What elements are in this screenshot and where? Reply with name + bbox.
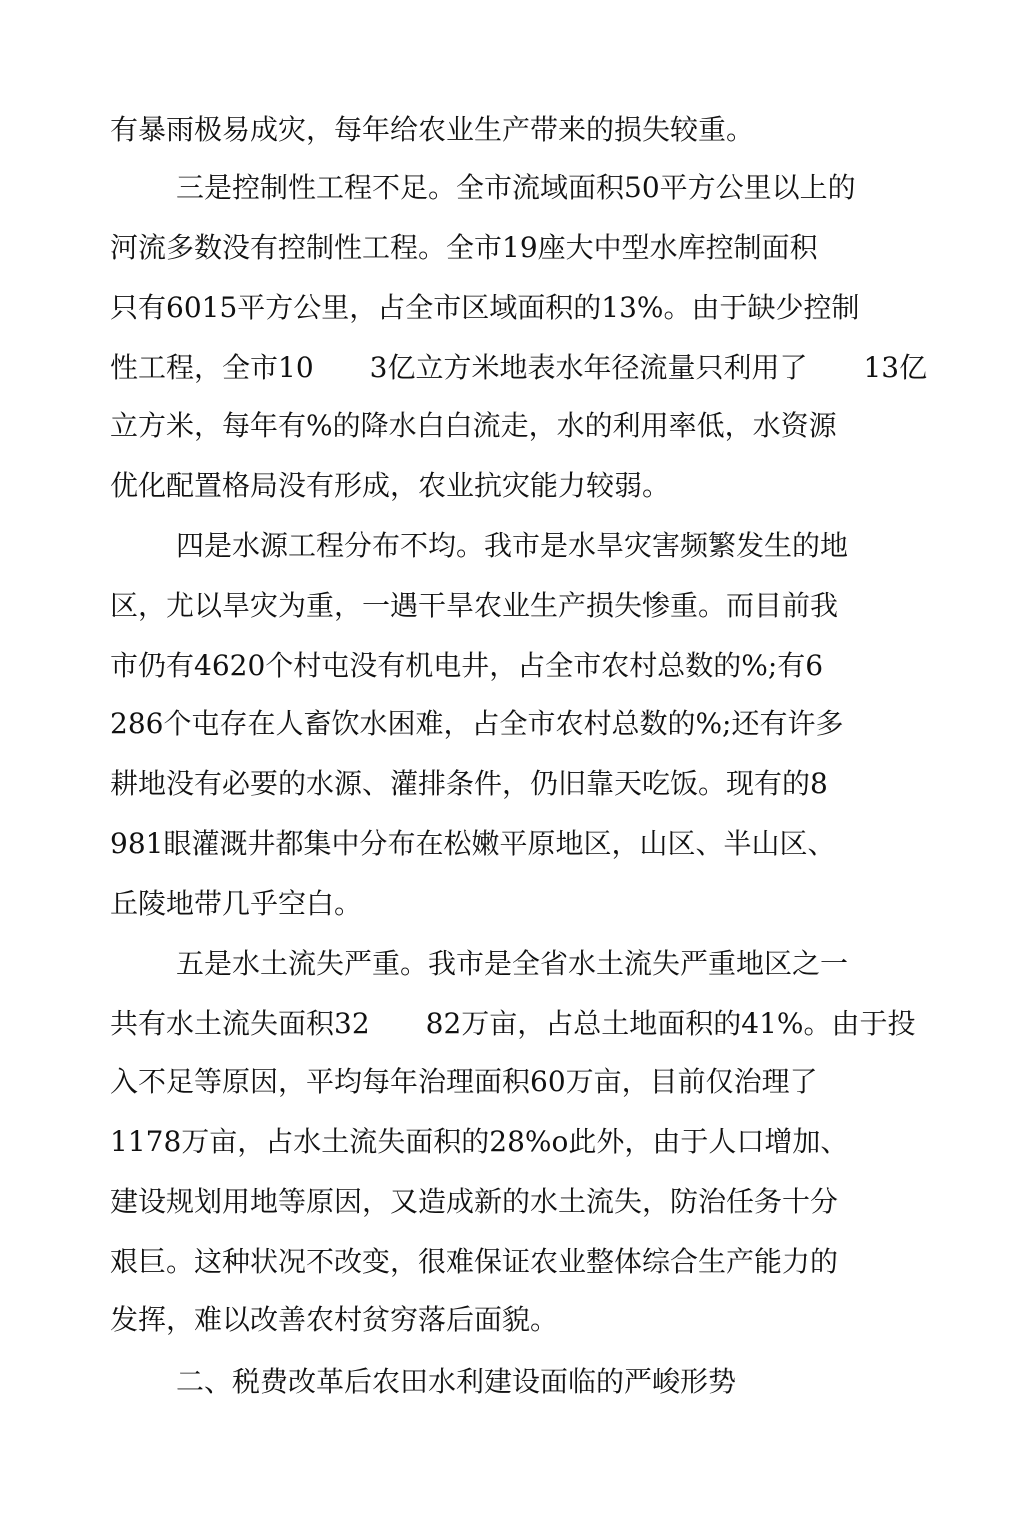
text-line-9: 区，尤以旱灾为重，一遇干旱农业生产损失惨重。而目前我 [110,589,839,622]
text-line-18: 1178万亩，占水土流失面积的28%o此外，由于人口增加、 [110,1125,849,1158]
text-line-4: 只有6015平方公里，占全市区域面积的13%。由于缺少控制 [110,291,860,324]
text-line-17: 入不足等原因，平均每年治理面积60万亩，目前仅治理了 [110,1065,818,1098]
paragraph-3-start: 三是控制性工程不足。全市流域面积50平方公里以上的 [176,171,856,204]
text-line-20: 艰巨。这种状况不改变，很难保证农业整体综合生产能力的 [110,1245,839,1278]
text-line-3: 河流多数没有控制性工程。全市19座大中型水库控制面积 [110,231,818,264]
text-line-13: 981眼灌溉井都集中分布在松嫩平原地区，山区、半山区、 [110,827,836,860]
text-line-7: 优化配置格局没有形成，农业抗灾能力较弱。 [110,469,671,502]
text-line-21: 发挥，难以改善农村贫穷落后面貌。 [110,1303,559,1336]
text-line-10: 市仍有4620个村屯没有机电井，占全市农村总数的%;有6 [110,649,824,682]
text-line-5: 性工程，全市10 3亿立方米地表水年径流量只利用了 13亿 [110,351,928,384]
text-line-14: 丘陵地带几乎空白。 [110,887,363,920]
text-line-12: 耕地没有必要的水源、灌排条件，仍旧靠天吃饭。现有的8 [110,767,828,800]
text-line-19: 建设规划用地等原因，又造成新的水土流失，防治任务十分 [110,1185,839,1218]
text-line-16: 共有水土流失面积32 82万亩，占总土地面积的41%。由于投 [110,1007,916,1040]
paragraph-5-start: 五是水土流失严重。我市是全省水土流失严重地区之一 [176,947,849,980]
text-line-6: 立方米，每年有%的降水白白流走，水的利用率低，水资源 [110,409,837,442]
section-heading: 二、税费改革后农田水利建设面临的严峻形势 [176,1365,737,1398]
text-line-11: 286个屯存在人畜饮水困难，占全市农村总数的%;还有许多 [110,707,844,740]
text-line-1: 有暴雨极易成灾，每年给农业生产带来的损失较重。 [110,113,755,146]
paragraph-4-start: 四是水源工程分布不均。我市是水旱灾害频繁发生的地 [176,529,849,562]
